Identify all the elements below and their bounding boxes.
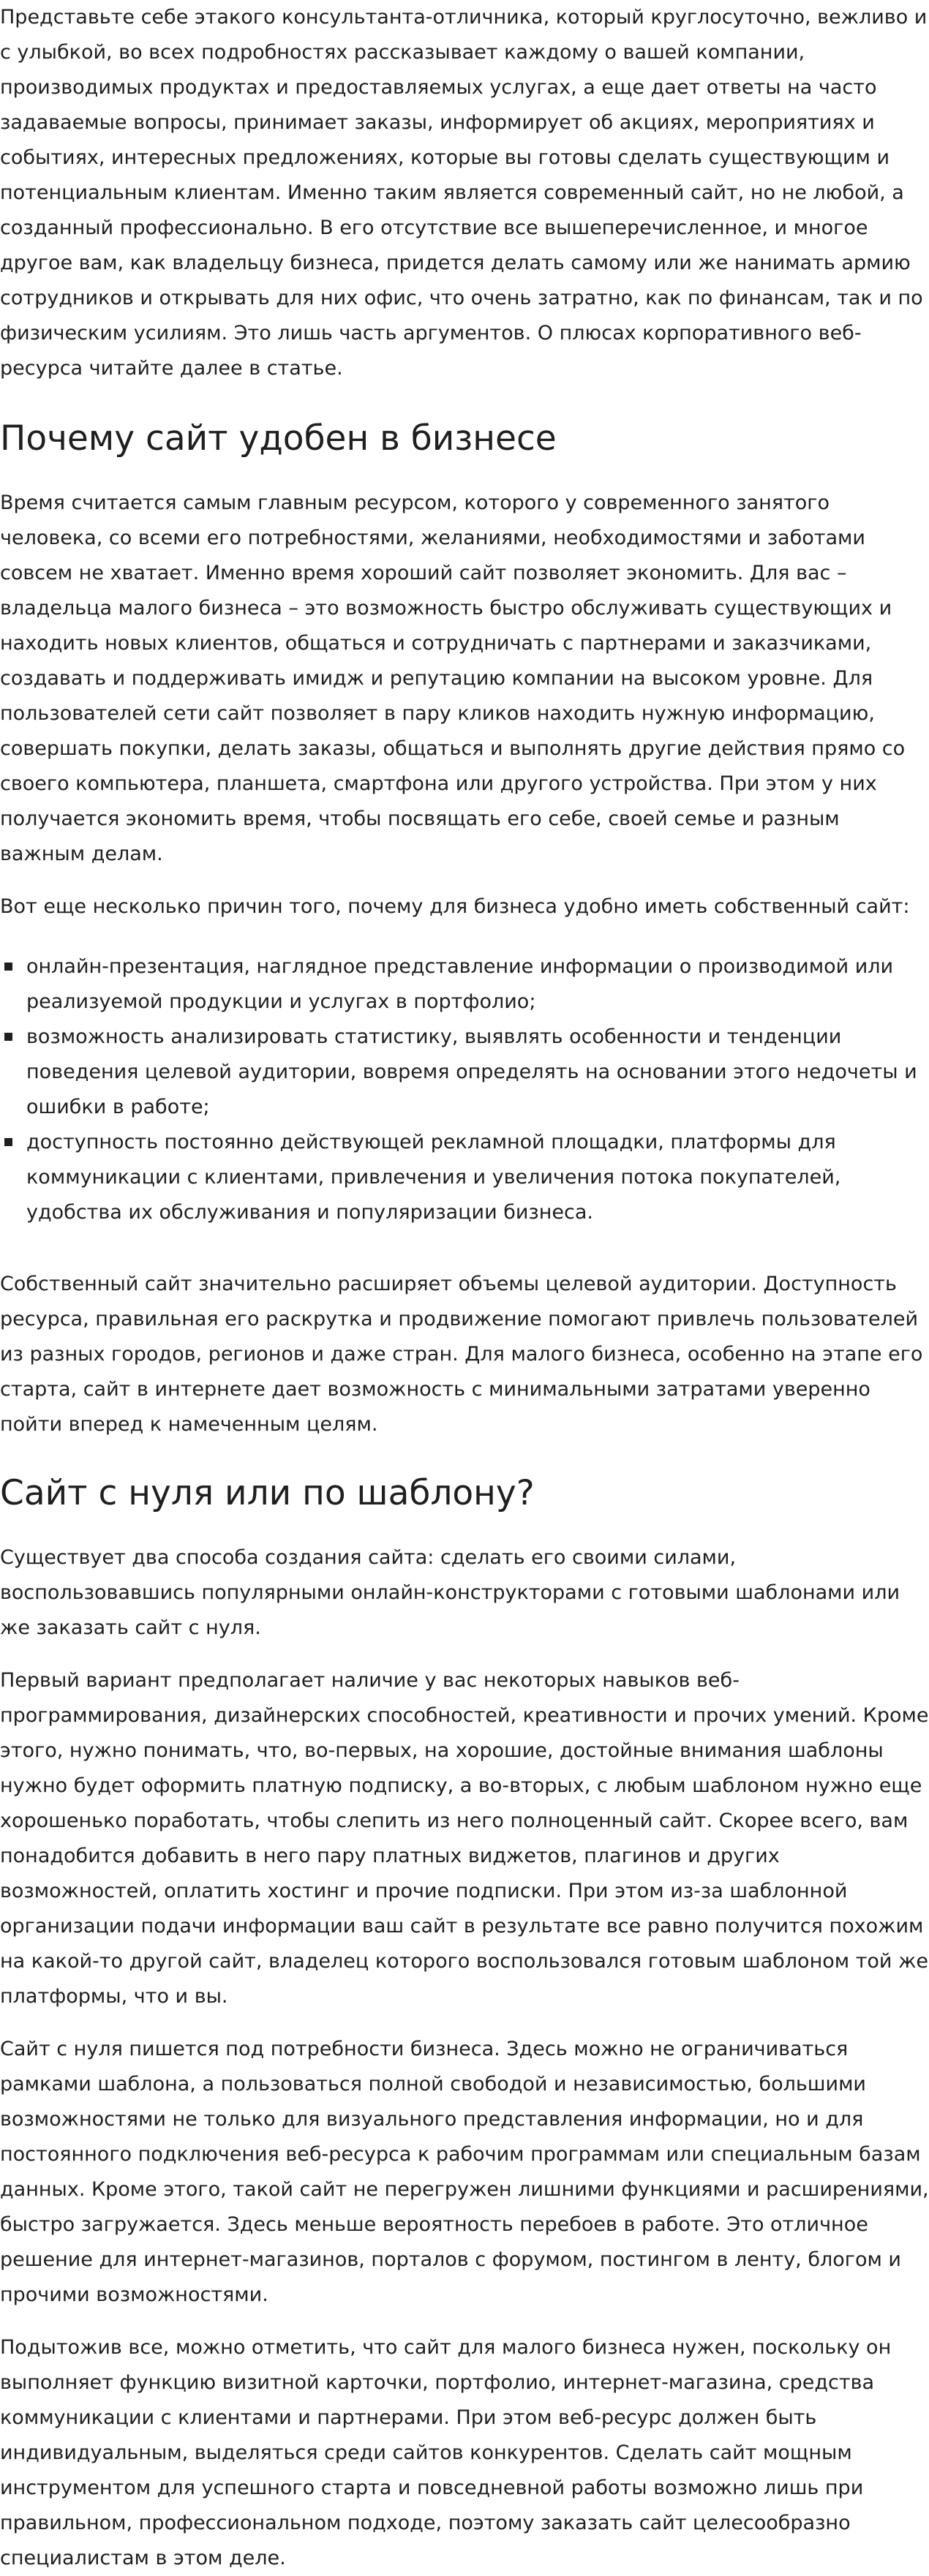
list-item: [0, 1125, 929, 1230]
square-bullet-icon: [4, 1033, 12, 1041]
own-site-paragraph: Собственный сайт значительно расширяет объемы целевой аудитории. Доступность ресурса, правильная его раскрутка и продвижение помогают привлечь пользователей из разных городов, регионов и даже стран. Для малого бизнеса, особенно на этапе его старта, сайт в интернете дает возможность с минимальными затратами уверенно пойти вперед к намеченным целям.: [0, 1273, 923, 1436]
from-scratch-paragraph: Сайт с нуля пишется под потребности бизнеса. Здесь можно не ограничиваться рамками шаблона, а пользоваться полной свободой и независимостью, большими возможностями не только для визуального представления информации, но и для постоянного подключения веб-ресурса к рабочим программам или специальным базам данных. Кроме этого, такой сайт не перегружен лишними функциями и расширениями, быстро загружается. Здесь меньше вероятность перебоев в работе. Это отличное решение для интернет-магазинов, порталов с форумом, постингом в ленту, блогом и прочими возможностями.: [0, 2038, 929, 2306]
two-ways-paragraph: Существует два способа создания сайта: сделать его своими силами, воспользовавшись популярными онлайн-конструкторами с готовыми шаблонами или же заказать сайт с нуля.: [0, 1546, 900, 1639]
reasons-intro-paragraph: Вот еще несколько причин того, почему для бизнеса удобно иметь собственный сайт:: [0, 895, 910, 918]
square-bullet-icon: [4, 963, 12, 971]
intro-paragraph: Представьте себе этакого консультанта-отличника, который круглосуточно, вежливо и с улыбкой, во всех подробностях рассказывает каждому о вашей компании, производимых продуктах и предоставляемых услугах, а еще дает ответы на часто задаваемые вопросы, принимает заказы, информирует об акциях, мероприятиях и событиях, интересных предложениях, которые вы готовы сделать существующим и потенциальным клиентам. Именно таким является современный сайт, но не любой, а созданный профессионально. В его отсутствие все вышеперечисленное, и многое другое вам, как владельцу бизнеса, придется делать самому или же нанимать армию сотрудников и открывать для них офис, что очень затратно, как по финансам, так и по физическим усилиям. Это лишь часть аргументов. О плюсах корпоративного веб-ресурса читайте далее в статье.: [0, 6, 928, 380]
heading-scratch-or-template: Сайт с нуля или по шаблону?: [0, 1473, 535, 1513]
heading-why-site-convenient: Почему сайт удобен в бизнесе: [0, 418, 557, 459]
list-item-text: возможность анализировать статистику, выявлять особенности и тенденции поведения целевой аудитории, вовремя определять на основании этого недочеты и ошибки в работе;: [26, 1025, 917, 1118]
reasons-list: [0, 949, 929, 1230]
square-bullet-icon: [4, 1138, 12, 1146]
list-item: [0, 1020, 929, 1125]
list-item-text: онлайн-презентация, наглядное представление информации о производимой или реализуемой продукции и услугах в портфолио;: [26, 955, 894, 1013]
first-option-paragraph: Первый вариант предполагает наличие у вас некоторых навыков веб-программирования, дизайнерских способностей, креативности и прочих умений. Кроме этого, нужно понимать, что, во-первых, на хорошие, достойные внимания шаблоны нужно будет оформить платную подписку, а во-вторых, с любым шаблоном нужно еще хорошенько поработать, чтобы слепить из него полноценный сайт. Скорее всего, вам понадобится добавить в него пару платных виджетов, плагинов и других возможностей, оплатить хостинг и прочие подписки. При этом из-за шаблонной организации подачи информации ваш сайт в результате все равно получится похожим на какой-то другой сайт, владелец которого воспользовался готовым шаблоном той же платформы, что и вы.: [0, 1669, 929, 2008]
list-item: [0, 949, 929, 1020]
why-paragraph: Время считается самым главным ресурсом, которого у современного занятого человека, со всеми его потребностями, желаниями, необходимостями и заботами совсем не хватает. Именно время хороший сайт позволяет экономить. Для вас – владельца малого бизнеса – это возможность быстро обслуживать существующих и находить новых клиентов, общаться и сотрудничать с партнерами и заказчиками, создавать и поддерживать имидж и репутацию компании на высоком уровне. Для пользователей сети сайт позволяет в пару кликов находить нужную информацию, совершать покупки, делать заказы, общаться и выполнять другие действия прямо со своего компьютера, планшета, смартфона или другого устройства. При этом у них получается экономить время, чтобы посвящать его себе, своей семье и разным важным делам.: [0, 492, 906, 865]
summary-paragraph: Подытожив все, можно отметить, что сайт для малого бизнеса нужен, поскольку он выполняет функцию визитной карточки, портфолио, интернет-магазина, средства коммуникации с клиентами и партнерами. При этом веб-ресурс должен быть индивидуальным, выделяться среди сайтов конкурентов. Сделать сайт мощным инструментом для успешного старта и повседневной работы возможно лишь при правильном, профессиональном подходе, поэтому заказать сайт целесообразно специалистам в этом деле.: [0, 2336, 892, 2569]
list-item-text: доступность постоянно действующей рекламной площадки, платформы для коммуникации с клиентами, привлечения и увеличения потока покупателей, удобства их обслуживания и популяризации бизнеса.: [26, 1131, 841, 1224]
